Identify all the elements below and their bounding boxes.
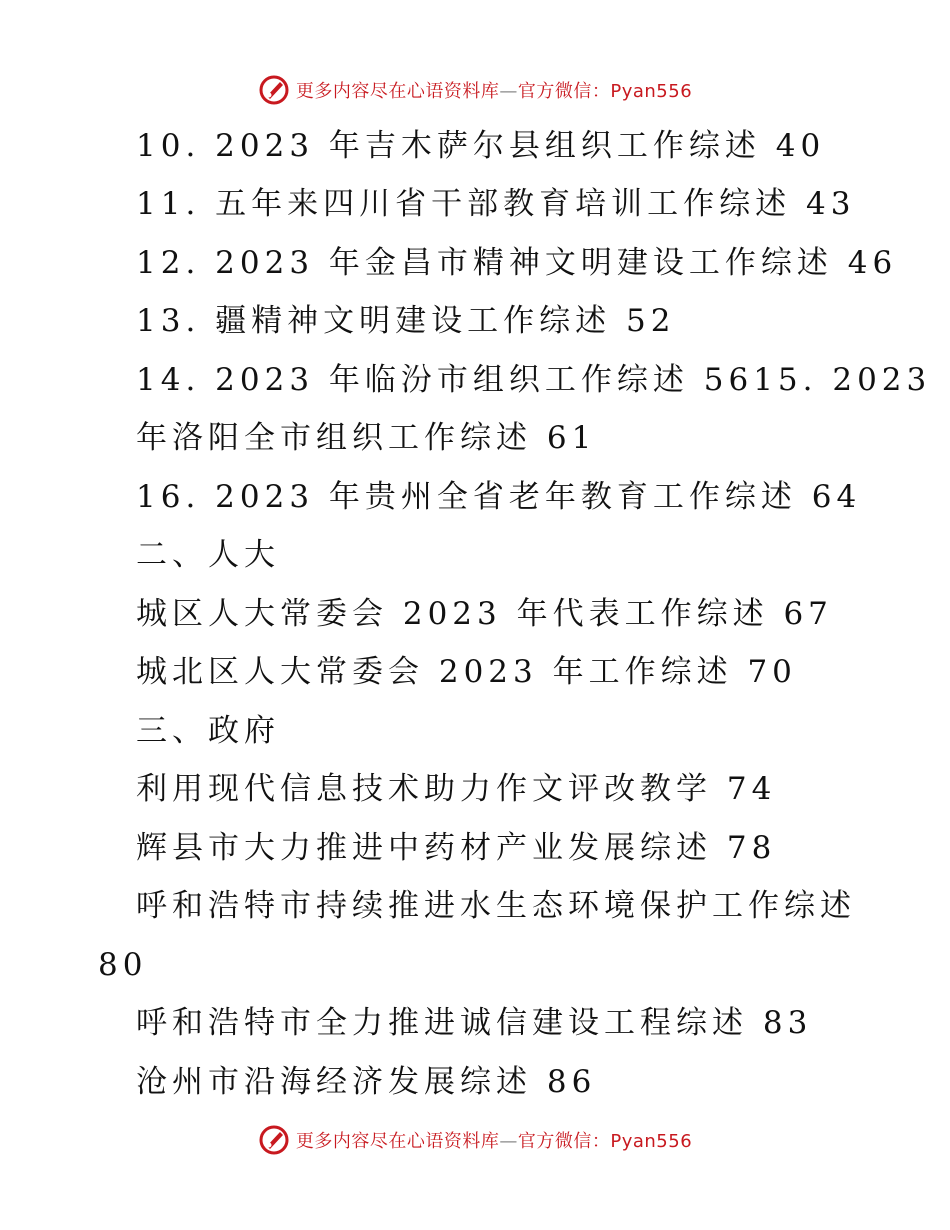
toc-line-12: 利用现代信息技术助力作文评改教学 74 — [136, 771, 777, 807]
toc-line-6: 年洛阳全市组织工作综述 61 — [136, 420, 597, 456]
toc-line-4: 13. 疆精神文明建设工作综述 52 — [136, 303, 676, 339]
toc-line-13: 辉县市大力推进中药材产业发展综述 78 — [136, 830, 777, 866]
watermark-id: Pyan556 — [610, 1131, 693, 1152]
toc-line-16: 呼和浩特市全力推进诚信建设工程综述 83 — [136, 1005, 813, 1041]
watermark-main: 更多内容尽在心语资料库 — [295, 81, 500, 102]
watermark-text — [296, 1127, 692, 1153]
toc-line-15: 80 — [98, 947, 148, 983]
toc-line-9: 城区人大常委会 2023 年代表工作综述 67 — [136, 596, 833, 632]
header-watermark — [0, 72, 950, 108]
toc-line-5: 14. 2023 年临汾市组织工作综述 5615. 2023 — [136, 362, 932, 398]
watermark-separator: — — [499, 1131, 518, 1152]
toc-section-heading-zhengfu: 三、政府 — [136, 713, 280, 749]
toc-line-2: 11. 五年来四川省干部教育培训工作综述 43 — [136, 186, 856, 222]
toc-line-10: 城北区人大常委会 2023 年工作综述 70 — [136, 654, 797, 690]
toc-line-1: 10. 2023 年吉木萨尔县组织工作综述 40 — [136, 128, 826, 164]
toc-line-17: 沧州市沿海经济发展综述 86 — [136, 1064, 597, 1100]
footer-watermark — [0, 1122, 950, 1158]
watermark-separator: — — [499, 81, 518, 102]
toc-line-14: 呼和浩特市持续推进水生态环境保护工作综述 — [136, 888, 856, 924]
toc-section-heading-renda: 二、人大 — [136, 537, 280, 573]
watermark-label: 官方微信： — [517, 1131, 611, 1152]
library-logo-icon — [258, 1124, 290, 1156]
watermark-id: Pyan556 — [610, 81, 693, 102]
toc-line-3: 12. 2023 年金昌市精神文明建设工作综述 46 — [136, 245, 898, 281]
watermark-label: 官方微信： — [517, 81, 611, 102]
watermark-text — [296, 77, 692, 103]
watermark-main: 更多内容尽在心语资料库 — [295, 1131, 500, 1152]
toc-line-7: 16. 2023 年贵州全省老年教育工作综述 64 — [136, 479, 862, 515]
library-logo-icon — [258, 74, 290, 106]
